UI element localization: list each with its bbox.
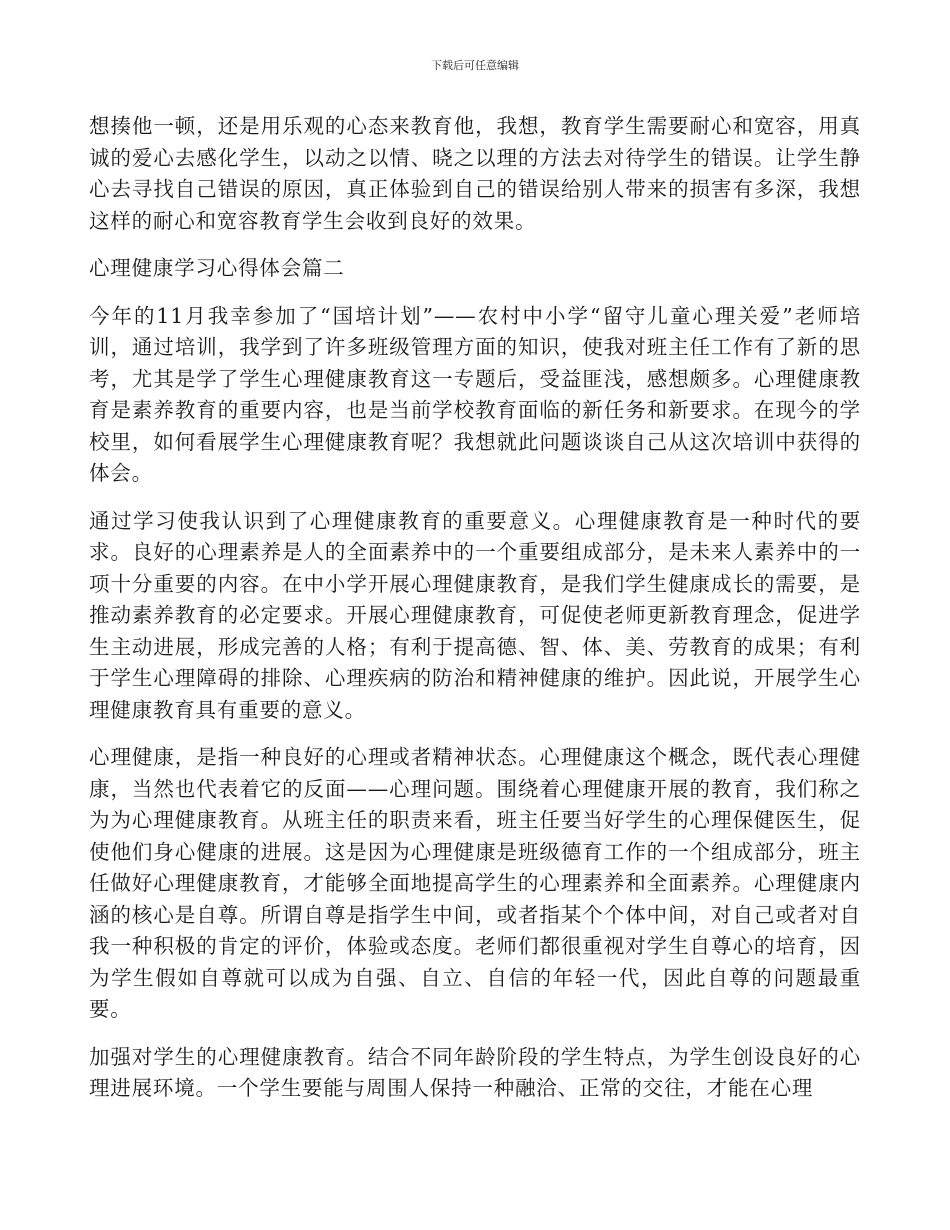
paragraph-1: 想揍他一顿，还是用乐观的心态来教育他，我想，教育学生需要耐心和宽容，用真诚的爱心去感化学生，以动之以情、晓之以理的方法去对待学生的错误。让学生静心去寻找自己错误的原因，真正体验到自己的错误给别人带来的损害有多深，我想这样的耐心和宽容教育学生会收到良好的效果。	[89, 114, 861, 233]
document-body	[89, 111, 861, 1121]
paragraph-3: 通过学习使我认识到了心理健康教育的重要意义。心理健康教育是一种时代的要求。良好的心理素养是人的全面素养中的一个重要组成部分，是未来人素养中的一项十分重要的内容。在中小学开展心理健康教育，是我们学生健康成长的需要，是推动素养教育的必定要求。开展心理健康教育，可促使老师更新教育理念，促进学生主动进展，形成完善的人格；有利于提高德、智、体、美、劳教育的成果；有利于学生心理障碍的排除、心理疾病的防治和精神健康的维护。因此说，开展学生心理健康教育具有重要的意义。	[89, 508, 861, 722]
paragraph-4: 心理健康，是指一种良好的心理或者精神状态。心理健康这个概念，既代表心理健康，当然也代表着它的反面——心理问题。围绕着心理健康开展的教育，我们称之为为心理健康教育。从班主任的职责来看，班主任要当好学生的心理保健医生，促使他们身心健康的进展。这是因为心理健康是班级德育工作的一个组成部分，班主任做好心理健康教育，才能够全面地提高学生的心理素养和全面素养。心理健康内涵的核心是自尊。所谓自尊是指学生中间，或者指某个个体中间，对自己或者对自我一种积极的肯定的评价，体验或态度。老师们都很重视对学生自尊心的培育，因为学生假如自尊就可以成为自强、自立、自信的年轻一代，因此自尊的问题最重要。	[89, 745, 861, 1021]
section-heading: 心理健康学习心得体会篇二	[89, 256, 345, 280]
page-header: 下载后可任意编辑	[431, 59, 519, 72]
paragraph-2: 今年的11月我幸参加了“国培计划”——农村中小学“留守儿童心理关爱”老师培训，通过培训，我学到了许多班级管理方面的知识，使我对班主任工作有了新的思考，尤其是学了学生心理健康教育这一专题后，受益匪浅，感想颇多。心理健康教育是素养教育的重要内容，也是当前学校教育面临的新任务和新要求。在现今的学校里，如何看展学生心理健康教育呢？我想就此问题谈谈自己从这次培训中获得的体会。	[89, 303, 861, 485]
paragraph-5: 加强对学生的心理健康教育。结合不同年龄阶段的学生特点，为学生创设良好的心理进展环境。一个学生要能与周围人保持一种融洽、正常的交往，才能在心理	[89, 1044, 861, 1100]
